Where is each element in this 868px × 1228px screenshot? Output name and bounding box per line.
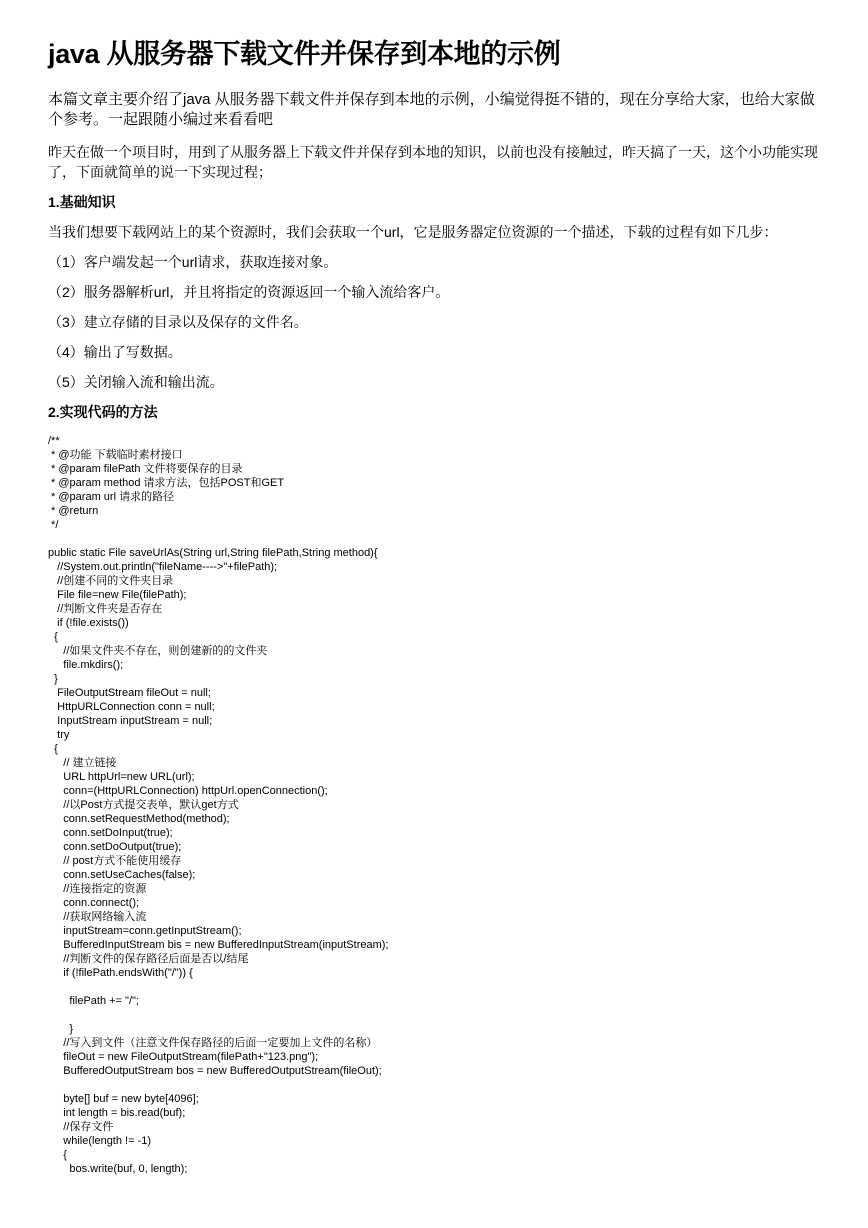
code-line: URL httpUrl=new URL(url); [48,771,195,783]
article-title: java 从服务器下载文件并保存到本地的示例 [48,39,561,69]
code-line: * @return [48,505,99,517]
code-line: /** [48,435,60,447]
code-block [48,434,824,1176]
code-line: InputStream inputStream = null; [48,715,213,727]
code-line: //获取网络输入流 [48,911,147,923]
code-line: file.mkdirs(); [48,659,124,671]
step-item: （2）服务器解析url，并且将指定的资源返回一个输入流给客户。 [48,284,450,300]
code-line: //创建不同的文件夹目录 [48,575,174,587]
code-line: HttpURLConnection conn = null; [48,701,215,713]
code-line: * @param method 请求方法，包括POST和GET [48,477,285,489]
code-line: FileOutputStream fileOut = null; [48,687,211,699]
code-line: */ [48,519,59,531]
code-line: //判断文件的保存路径后面是否以/结尾 [48,953,249,965]
section-basics-intro: 当我们想要下载网站上的某个资源时，我们会获取一个url，它是服务器定位资源的一个描述，下载的过程有如下几步： [48,224,778,240]
code-line [48,532,824,546]
code-line: //以Post方式提交表单，默认get方式 [48,799,239,811]
code-line: filePath += "/"; [48,995,139,1007]
code-line: //写入到文件（注意文件保存路径的后面一定要加上文件的名称） [48,1037,378,1049]
step-item: （5）关闭输入流和输出流。 [48,374,224,390]
code-line: try [48,729,70,741]
code-line: //连接指定的资源 [48,883,147,895]
code-line: //判断文件夹是否存在 [48,603,163,615]
code-line: conn.setRequestMethod(method); [48,813,230,825]
code-line: File file=new File(filePath); [48,589,187,601]
code-line: conn.setDoOutput(true); [48,841,182,853]
step-item: （3）建立存储的目录以及保存的文件名。 [48,314,308,330]
code-line: { [48,1149,67,1161]
code-line: if (!file.exists()) [48,617,129,629]
code-line: { [48,631,58,643]
code-line: inputStream=conn.getInputStream(); [48,925,242,937]
article-intro: 本篇文章主要介绍了java 从服务器下载文件并保存到本地的示例，小编觉得挺不错的，现在分享给大家，也给大家做个参考。一起跟随小编过来看看吧 [48,91,815,128]
code-line: conn.setUseCaches(false); [48,869,196,881]
code-line: BufferedInputStream bis = new BufferedInputStream(inputStream); [48,939,389,951]
section-heading-basics: 1.基础知识 [48,194,116,210]
code-line: byte[] buf = new byte[4096]; [48,1093,199,1105]
code-line: { [48,743,58,755]
code-line: int length = bis.read(buf); [48,1107,186,1119]
code-line: * @param url 请求的路径 [48,491,175,503]
code-line: conn.setDoInput(true); [48,827,173,839]
code-line: fileOut = new FileOutputStream(filePath+"123.png"); [48,1051,319,1063]
code-line: while(length != -1) [48,1135,152,1147]
code-line: if (!filePath.endsWith("/")) { [48,967,193,979]
code-line: //如果文件夹不存在，则创建新的的文件夹 [48,645,268,657]
code-line: BufferedOutputStream bos = new BufferedOutputStream(fileOut); [48,1065,382,1077]
document-page [48,36,824,1176]
step-item: （1）客户端发起一个url请求，获取连接对象。 [48,254,338,270]
code-line: //保存文件 [48,1121,114,1133]
section-heading-code: 2.实现代码的方法 [48,404,158,420]
code-line: //System.out.println("fileName---->"+filePath); [48,561,278,573]
code-line: public static File saveUrlAs(String url,String filePath,String method){ [48,547,378,559]
code-line: } [48,673,58,685]
code-line: * @param filePath 文件将要保存的目录 [48,463,243,475]
code-line: } [48,1023,74,1035]
code-line: * @功能 下载临时素材接口 [48,449,183,461]
code-line [48,1008,824,1022]
article-background: 昨天在做一个项目时，用到了从服务器上下载文件并保存到本地的知识，以前也没有接触过，昨天搞了一天，这个小功能实现了，下面就简单的说一下实现过程； [48,144,818,180]
code-line [48,980,824,994]
code-line: conn=(HttpURLConnection) httpUrl.openConnection(); [48,785,328,797]
code-line: // post方式不能使用缓存 [48,855,182,867]
code-line: // 建立链接 [48,757,117,769]
code-line [48,1078,824,1092]
code-line: conn.connect(); [48,897,140,909]
step-item: （4）输出了写数据。 [48,344,182,360]
code-line: bos.write(buf, 0, length); [48,1163,188,1175]
